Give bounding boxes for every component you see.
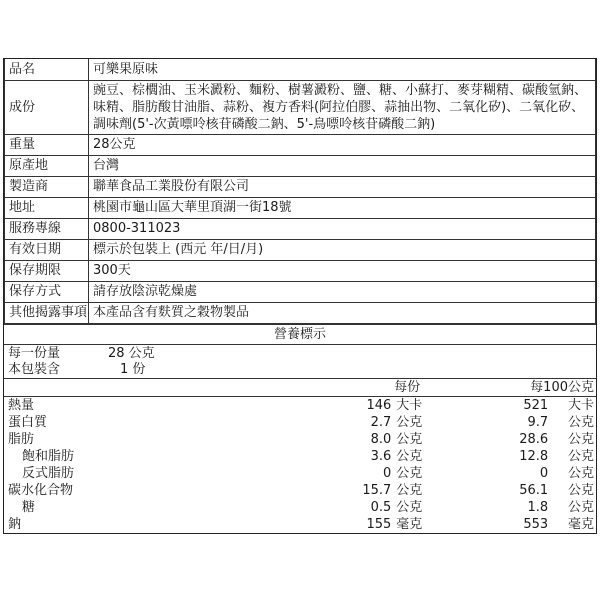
per-serving-value: 0 — [383, 465, 392, 481]
info-row — [5, 239, 596, 260]
servings-per-pack-value: 1 份 — [120, 361, 146, 377]
per-100g-unit: 大卡 — [567, 397, 594, 413]
nutrient-name: 糖 — [22, 499, 36, 515]
nutrition-header-row — [4, 378, 596, 396]
per-100g-unit: 公克 — [567, 431, 594, 447]
info-key: 保存方式 — [5, 281, 89, 302]
info-key: 製造商 — [5, 176, 89, 197]
serving-size-row — [8, 346, 592, 362]
nutrient-name: 反式脂肪 — [22, 465, 75, 481]
per-serving-unit: 公克 — [396, 482, 423, 498]
nutrient-row — [4, 448, 596, 465]
servings-per-pack-label: 本包裝含 — [8, 361, 61, 377]
info-row — [5, 260, 596, 281]
nutrient-name: 鈉 — [8, 516, 22, 532]
nutrition-title: 營養標示 — [4, 324, 596, 345]
nutrient-row — [4, 414, 596, 431]
per-serving-value: 2.7 — [370, 414, 392, 430]
nutrition-table — [4, 378, 596, 533]
per-100g-value: 12.8 — [519, 448, 549, 464]
per-serving-value: 0.5 — [370, 499, 392, 515]
per-100g-unit: 公克 — [567, 448, 594, 464]
per-serving-value: 8.0 — [370, 431, 392, 447]
per-serving-unit: 公克 — [396, 465, 423, 481]
info-value: 可樂果原味 — [89, 59, 596, 80]
info-row — [5, 281, 596, 302]
info-value: 台灣 — [89, 155, 596, 176]
info-value: 請存放陰涼乾燥處 — [89, 281, 596, 302]
per-100g-value: 521 — [523, 397, 549, 413]
per-serving-value: 3.6 — [370, 448, 392, 464]
info-value: 300天 — [89, 260, 596, 281]
info-row — [5, 80, 596, 134]
nutrient-name: 蛋白質 — [8, 414, 48, 430]
info-key: 成份 — [5, 80, 89, 134]
info-row — [5, 134, 596, 155]
info-key: 品名 — [5, 59, 89, 80]
info-value: 豌豆、棕櫚油、玉米澱粉、麵粉、樹薯澱粉、鹽、糖、小蘇打、麥芽糊精、碳酸氫鈉、味精、脂肪酸甘油脂、蒜粉、複方香料(阿拉伯膠、蒜抽出物、二氧化矽)、二氧化矽、調味劑(5'-次黃嘌呤核苷磷酸二鈉、5'-鳥嘌呤核苷磷酸二鈉) — [89, 80, 596, 134]
product-info-table — [4, 59, 596, 324]
per-serving-value: 15.7 — [362, 482, 392, 498]
info-row — [5, 197, 596, 218]
product-label-sheet — [3, 58, 597, 534]
per-100g-unit: 公克 — [567, 465, 594, 481]
info-row — [5, 176, 596, 197]
nutrient-row — [4, 499, 596, 516]
info-key: 保存期限 — [5, 260, 89, 281]
per-serving-unit: 大卡 — [396, 397, 423, 413]
per-100g-unit: 公克 — [567, 414, 594, 430]
nutrient-row — [4, 516, 596, 533]
info-row — [5, 59, 596, 80]
per-100g-unit: 毫克 — [567, 516, 594, 532]
info-key: 服務專線 — [5, 218, 89, 239]
per-100g-unit: 公克 — [567, 499, 594, 515]
nutrient-row — [4, 482, 596, 499]
nutrient-name: 碳水化合物 — [8, 482, 74, 498]
per-100g-value: 28.6 — [519, 431, 549, 447]
info-value: 聯華食品工業股份有限公司 — [89, 176, 596, 197]
serving-info — [4, 345, 596, 378]
per-100g-value: 56.1 — [519, 482, 549, 498]
per-100g-header: 每100公克 — [440, 378, 596, 396]
info-row — [5, 155, 596, 176]
per-serving-unit: 公克 — [396, 448, 423, 464]
info-value: 桃園市龜山區大華里頂湖一街18號 — [89, 197, 596, 218]
info-key: 原產地 — [5, 155, 89, 176]
nutrient-row — [4, 396, 596, 414]
info-key: 重量 — [5, 134, 89, 155]
nutrient-row — [4, 431, 596, 448]
nutrient-name: 飽和脂肪 — [22, 448, 75, 464]
per-100g-value: 9.7 — [527, 414, 549, 430]
nutrient-name: 脂肪 — [8, 431, 35, 447]
per-100g-value: 553 — [523, 516, 549, 532]
per-serving-value: 146 — [366, 397, 392, 413]
info-key: 有效日期 — [5, 239, 89, 260]
info-value: 標示於包裝上 (西元 年/日/月) — [89, 239, 596, 260]
info-value: 本產品含有麩質之穀物製品 — [89, 302, 596, 323]
info-key: 其他揭露事項 — [5, 302, 89, 323]
per-serving-header: 每份 — [239, 378, 440, 396]
nutrient-name: 熱量 — [8, 397, 35, 413]
serving-size-value: 28 公克 — [108, 345, 155, 361]
per-100g-value: 0 — [539, 465, 549, 481]
info-key: 地址 — [5, 197, 89, 218]
info-row — [5, 218, 596, 239]
nutrient-row — [4, 465, 596, 482]
per-serving-unit: 公克 — [396, 431, 423, 447]
info-value: 28公克 — [89, 134, 596, 155]
per-serving-unit: 公克 — [396, 499, 423, 515]
servings-per-pack-row — [8, 362, 592, 378]
info-value: 0800-311023 — [89, 218, 596, 239]
per-serving-unit: 公克 — [396, 414, 423, 430]
per-serving-unit: 毫克 — [396, 516, 423, 532]
serving-size-label: 每一份量 — [8, 345, 61, 361]
per-100g-value: 1.8 — [527, 499, 549, 515]
info-row — [5, 302, 596, 323]
per-serving-value: 155 — [366, 516, 392, 532]
per-100g-unit: 公克 — [567, 482, 594, 498]
